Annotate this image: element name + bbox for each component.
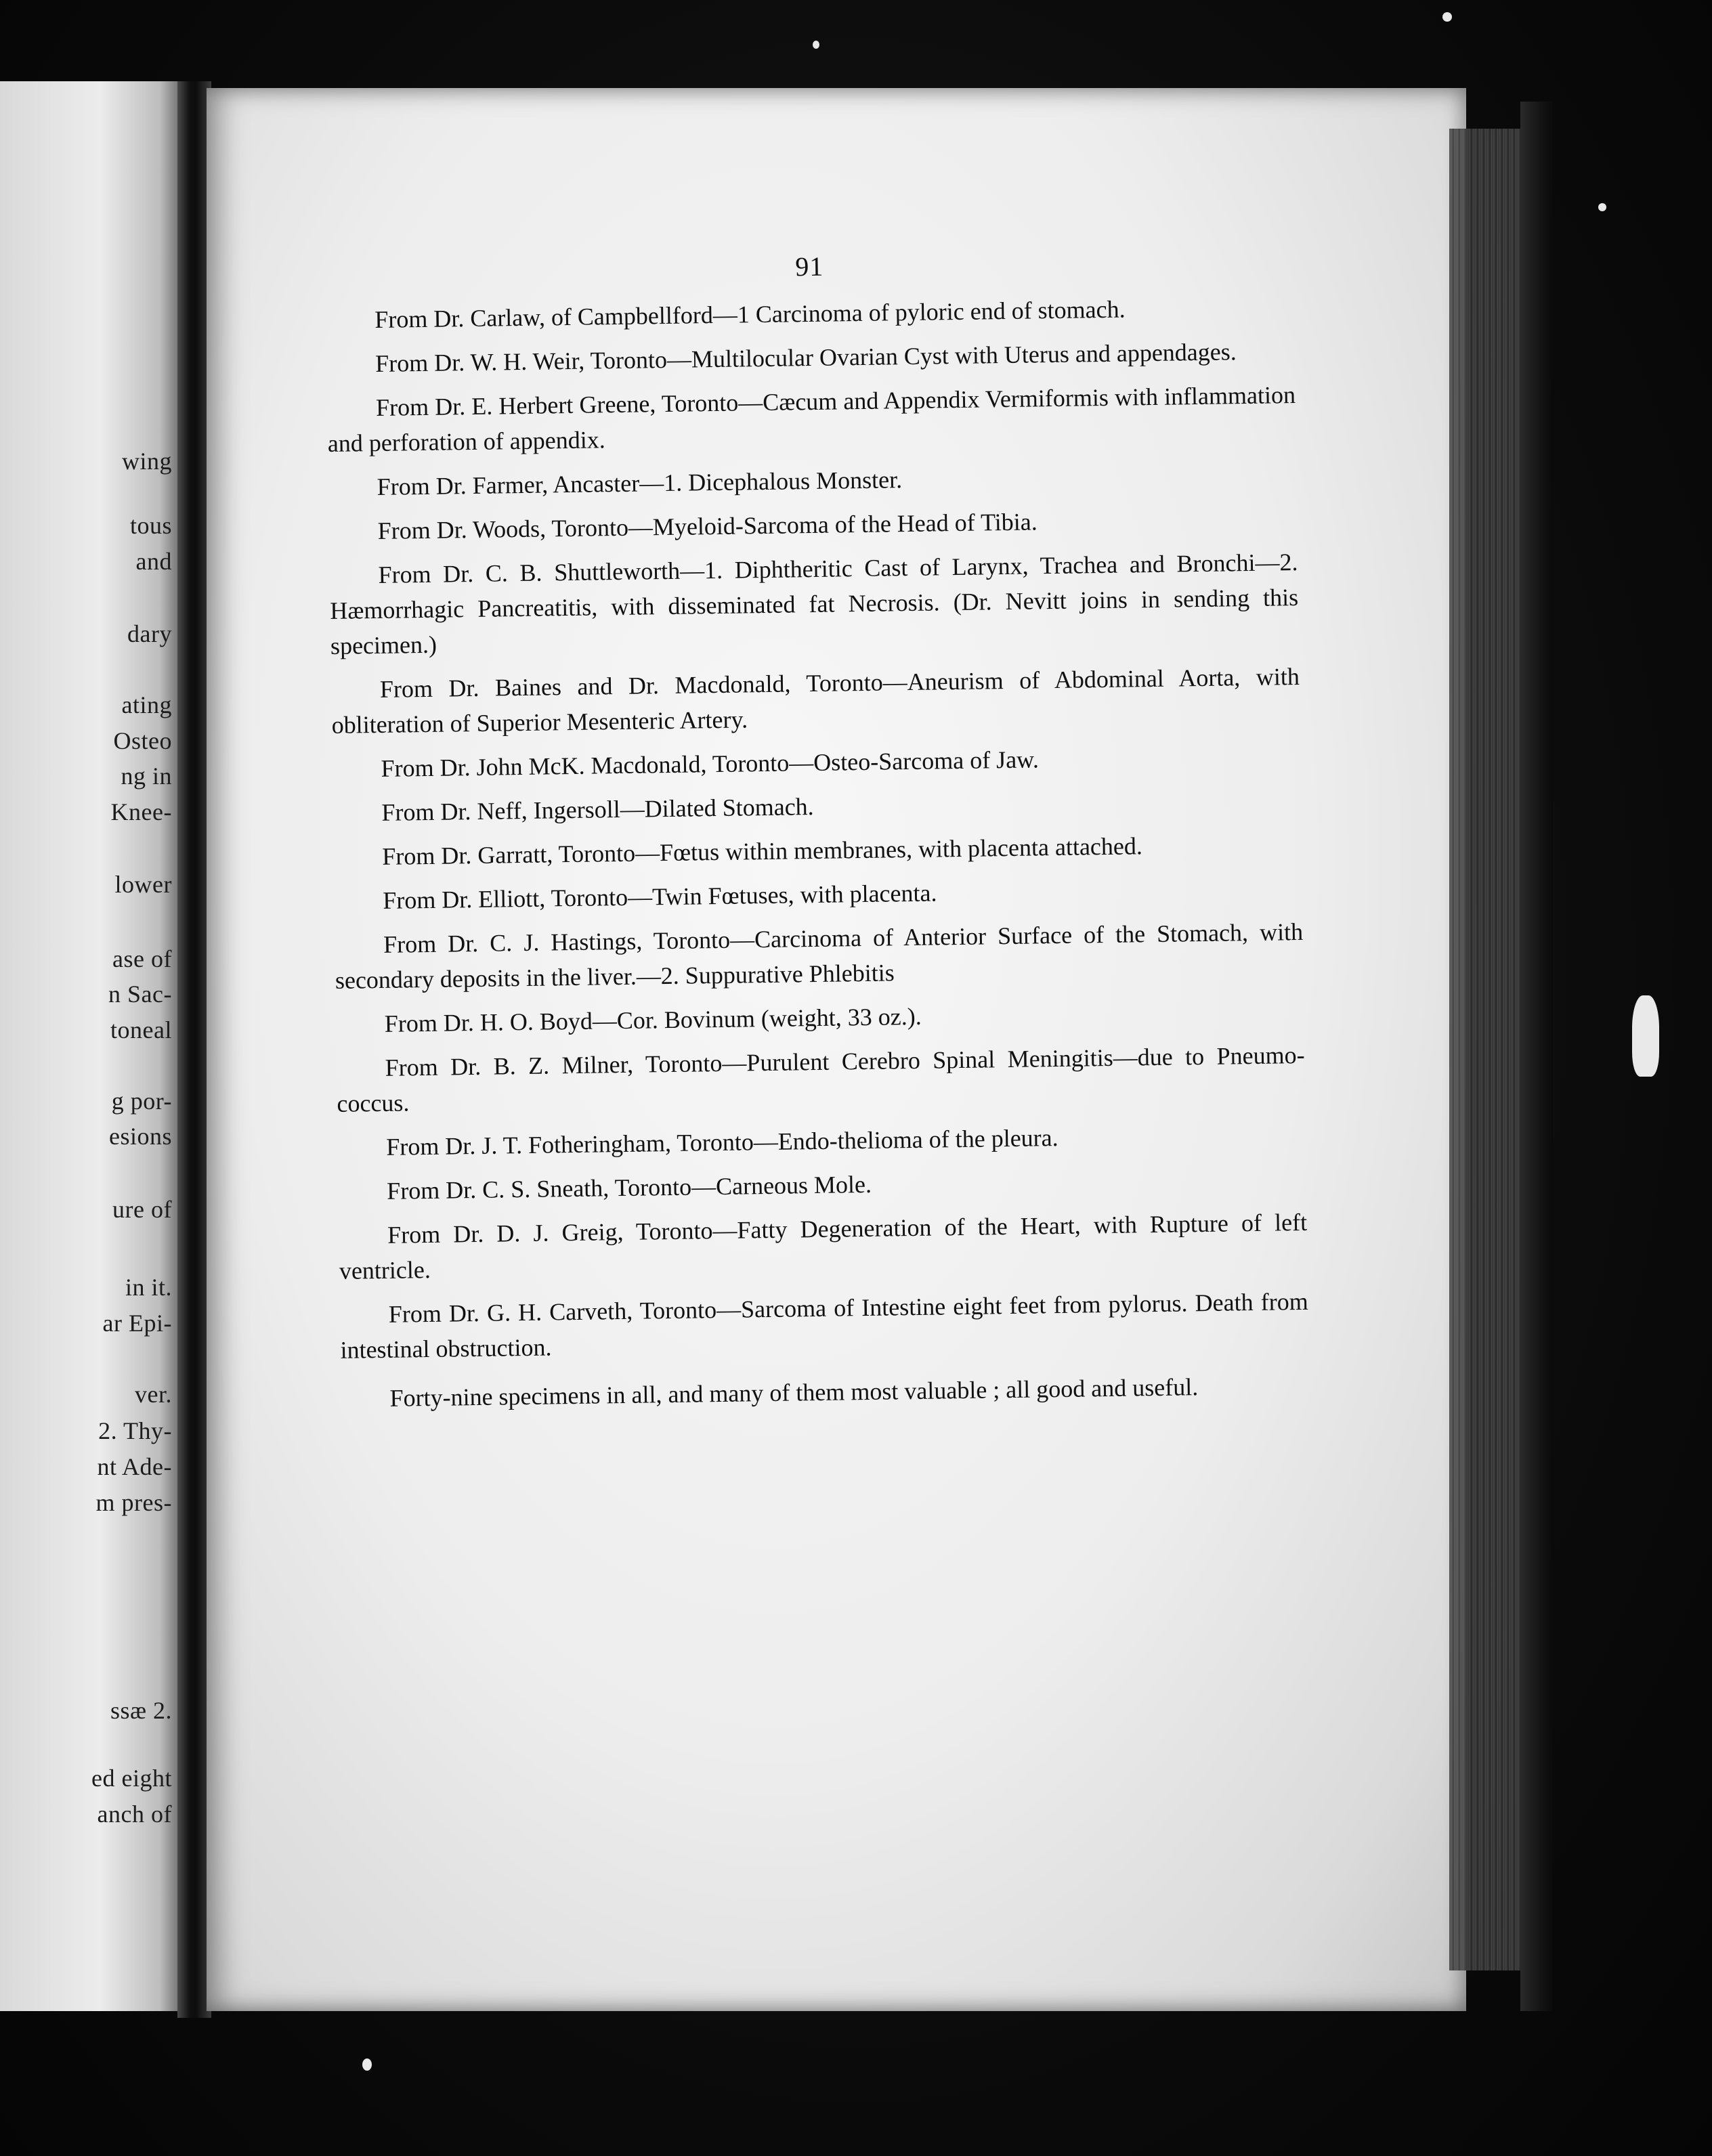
left-fragment: wing [122,448,172,475]
specimen-entry: From Dr. H. O. Boyd—Cor. Bovinum (weight, 33 oz.). [384,1002,922,1037]
closing-summary: Forty-nine specimens in all, and many of them most valuable ; all good and useful. [389,1373,1199,1412]
specimen-entry: From Dr. Woods, Toronto—Myeloid-Sarcoma of the Head of Tibia. [377,508,1038,544]
left-fragment: esions [109,1123,172,1150]
left-fragment: nt Ade- [97,1453,172,1480]
left-fragment: ssæ 2. [110,1697,172,1724]
specimen-entry: From Dr. B. Z. Milner, Toronto—Purulent Cerebro Spinal Meningitis—due to Pneumo-coccus. [337,1041,1305,1117]
film-speck [813,41,819,49]
left-fragment: ver. [135,1381,172,1408]
specimen-entry: From Dr. Neff, Ingersoll—Dilated Stomach. [381,793,814,826]
left-fragment: ure of [112,1196,172,1223]
specimen-entry: From Dr. C. J. Hastings, Toronto—Carcinoma of Anterior Surface of the Stomach, with secondary deposits in the liver.—2. Suppurative Phlebitis [335,918,1304,994]
film-speck [1442,12,1452,22]
specimen-entry: From Dr. E. Herbert Greene, Toronto—Cæcum and Appendix Vermiformis with inflammation and perforation of appendix. [327,381,1296,457]
left-fragment: ating [121,691,172,718]
left-fragment: anch of [97,1801,172,1828]
page-number: 91 [794,251,824,282]
left-fragment: Osteo [113,727,172,754]
left-fragment: ed eight [91,1765,172,1792]
left-fragment: m pres- [95,1489,172,1516]
left-fragment: ar Epi- [102,1310,172,1337]
left-fragment: n Sac- [108,980,172,1008]
specimen-entry: From Dr. Garratt, Toronto—Fœtus within membranes, with placenta attached. [382,832,1143,870]
specimen-entry: From Dr. C. S. Sneath, Toronto—Carneous Mole. [386,1170,872,1205]
facing-page-left [0,81,181,2011]
left-fragment: g por- [111,1087,172,1115]
cover-edge [1520,102,1553,2011]
left-fragment: and [135,548,172,575]
left-fragment: toneal [110,1016,172,1043]
specimen-entry: From Dr. John McK. Macdonald, Toronto—Osteo-Sarcoma of Jaw. [381,746,1040,782]
left-fragment: in it. [125,1274,172,1301]
page-edges [1449,129,1524,1970]
film-speck [1632,995,1659,1077]
left-fragment: 2. Thy- [98,1417,172,1444]
left-fragment: ase of [112,945,172,972]
left-fragment: ng in [121,762,172,790]
specimen-entry: From Dr. Baines and Dr. Macdonald, Toronto—Aneurism of Abdominal Aorta, with obliteration of Superior Mesenteric Artery. [331,662,1300,739]
specimen-entry: From Dr. Carlaw, of Campbellford—1 Carcinoma of pyloric end of stomach. [374,295,1126,333]
specimen-entry: From Dr. J. T. Fotheringham, Toronto—Endo-thelioma of the pleura. [386,1124,1058,1161]
specimen-entry: From Dr. W. H. Weir, Toronto—Multilocular Ovarian Cyst with Uterus and appendages. [374,338,1237,377]
left-fragment: lower [114,871,172,898]
specimen-entry: From Dr. D. J. Greig, Toronto—Fatty Degeneration of the Heart, with Rupture of left ventricle. [339,1208,1308,1285]
left-fragment: tous [129,512,172,539]
specimen-entry: From Dr. Elliott, Toronto—Twin Fœtuses, with placenta. [382,879,937,914]
specimen-entry: From Dr. Farmer, Ancaster—1. Dicephalous Monster. [377,466,903,500]
film-speck [1598,203,1606,211]
left-fragment: Knee- [110,798,172,825]
page-text-block [325,244,1310,1417]
left-fragment: dary [127,620,172,647]
specimen-entry: From Dr. C. B. Shuttleworth—1. Diphtheritic Cast of Larynx, Trachea and Bronchi—2. Hæmorrhagic Pancreatitis, with disseminated fat Necrosis. (Dr. Nevitt joins in sending this specimen.) [330,548,1299,660]
specimen-entry: From Dr. G. H. Carveth, Toronto—Sarcoma of Intestine eight feet from pylorus. Death from intestinal obstruction. [340,1287,1308,1364]
film-speck [362,2058,372,2071]
